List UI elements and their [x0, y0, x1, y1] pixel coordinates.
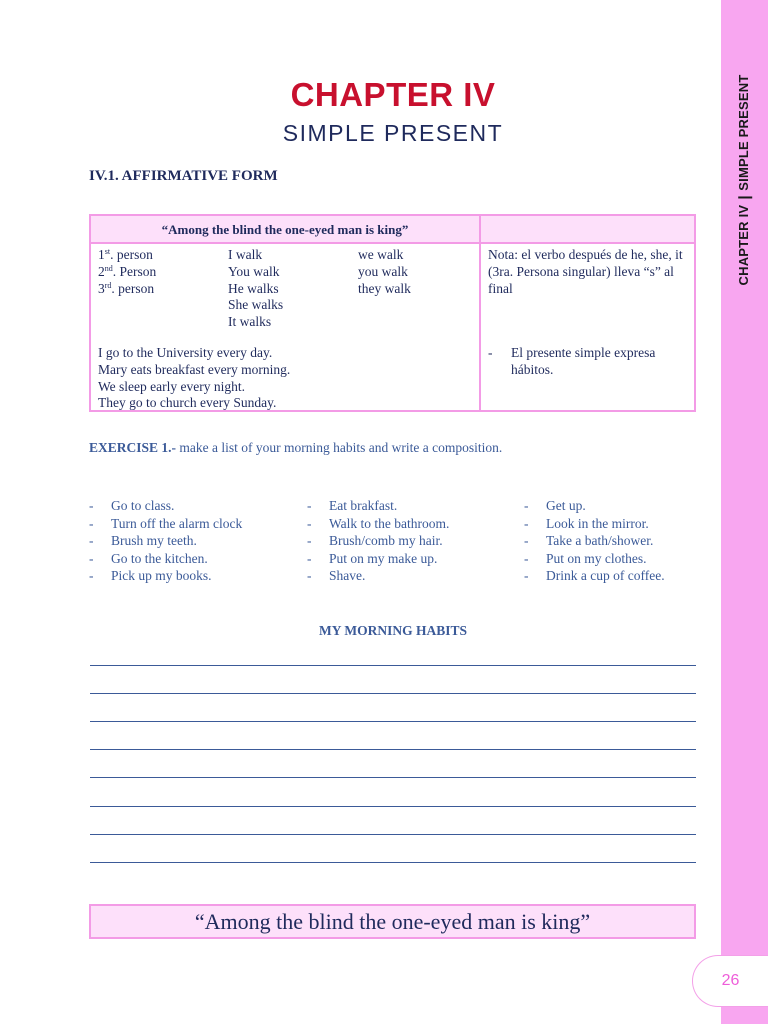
- singular-form: She walks: [228, 297, 284, 313]
- habit-item: - Put on my make up.: [307, 550, 438, 566]
- sidebar-chapter: CHAPTER IV: [736, 204, 752, 286]
- person-row: 3rd. person: [98, 280, 155, 296]
- chapter-subtitle: SIMPLE PRESENT: [282, 120, 504, 146]
- page-number: 26: [692, 955, 768, 1007]
- example-sentence: Mary eats breakfast every morning.: [98, 361, 291, 377]
- table-header-quote: “Among the blind the one-eyed man is king”: [91, 216, 481, 244]
- writing-line[interactable]: [90, 749, 696, 750]
- writing-line[interactable]: [90, 806, 696, 807]
- sidebar-separator: [738, 197, 752, 199]
- habit-item: - Get up.: [524, 498, 586, 513]
- writing-line[interactable]: [90, 834, 696, 835]
- plural-form: we walk: [358, 247, 404, 262]
- singular-form: It walks: [228, 314, 272, 330]
- person-row: 1st. person: [98, 247, 153, 262]
- example-sentence: I go to the University every day.: [98, 345, 273, 360]
- habit-item: - Brush/comb my hair.: [307, 533, 443, 549]
- persons-column: [98, 247, 156, 297]
- writing-line[interactable]: [90, 777, 696, 778]
- habit-item: - Eat brakfast.: [307, 498, 398, 513]
- habit-item: - Pick up my books.: [89, 568, 212, 584]
- sidebar-topic: SIMPLE PRESENT: [736, 74, 752, 191]
- habit-column-1: [89, 497, 242, 585]
- table-header-empty: [481, 216, 694, 244]
- bullet-dash: -: [488, 345, 493, 360]
- table-divider: [479, 244, 481, 410]
- example-sentence: We sleep early every night.: [98, 378, 245, 394]
- habit-note-text: El presente simple expresa hábitos.: [511, 345, 656, 377]
- singular-form: You walk: [228, 263, 280, 279]
- singular-column: [228, 247, 283, 331]
- habit-column-2: [307, 497, 449, 585]
- habit-item: - Drink a cup of coffee.: [524, 568, 665, 584]
- habit-item: - Go to the kitchen.: [89, 550, 208, 566]
- grammar-table: [89, 214, 696, 412]
- plural-form: you walk: [358, 263, 408, 279]
- plural-form: they walk: [358, 280, 411, 296]
- example-sentence: They go to church every Sunday.: [98, 395, 277, 411]
- singular-form: He walks: [228, 280, 279, 296]
- examples-block: [98, 345, 290, 412]
- section-heading: IV.1. AFFIRMATIVE FORM: [89, 168, 278, 184]
- habit-item: - Shave.: [307, 568, 366, 584]
- habit-item: - Brush my teeth.: [89, 533, 197, 549]
- exercise-label: EXERCISE 1.-: [89, 440, 177, 455]
- writing-line[interactable]: [90, 665, 696, 666]
- habit-item: - Put on my clothes.: [524, 550, 647, 566]
- habit-note: [488, 345, 688, 379]
- morning-habits-heading: MY MORNING HABITS: [318, 623, 467, 638]
- chapter-title: CHAPTER IV: [290, 76, 496, 113]
- habit-item: - Look in the mirror.: [524, 515, 649, 531]
- writing-line[interactable]: [90, 693, 696, 694]
- habit-column-3: [524, 497, 665, 585]
- writing-line[interactable]: [90, 862, 696, 863]
- grammar-note: Nota: el verbo después de he, she, it (3ra. Persona singular) lleva “s” al final: [488, 247, 683, 296]
- habit-item: - Take a bath/shower.: [524, 533, 654, 549]
- exercise-text: make a list of your morning habits and write a composition.: [176, 440, 503, 455]
- habit-item: - Turn off the alarm clock: [89, 515, 243, 531]
- quote-box: “Among the blind the one-eyed man is king”: [89, 904, 696, 939]
- habit-item: - Go to class.: [89, 498, 175, 513]
- habit-item: - Walk to the bathroom.: [307, 515, 450, 531]
- plural-column: [358, 247, 411, 297]
- exercise-instruction: [89, 440, 502, 456]
- singular-form: I walk: [228, 247, 263, 262]
- writing-line[interactable]: [90, 721, 696, 722]
- person-row: 2nd. Person: [98, 263, 157, 279]
